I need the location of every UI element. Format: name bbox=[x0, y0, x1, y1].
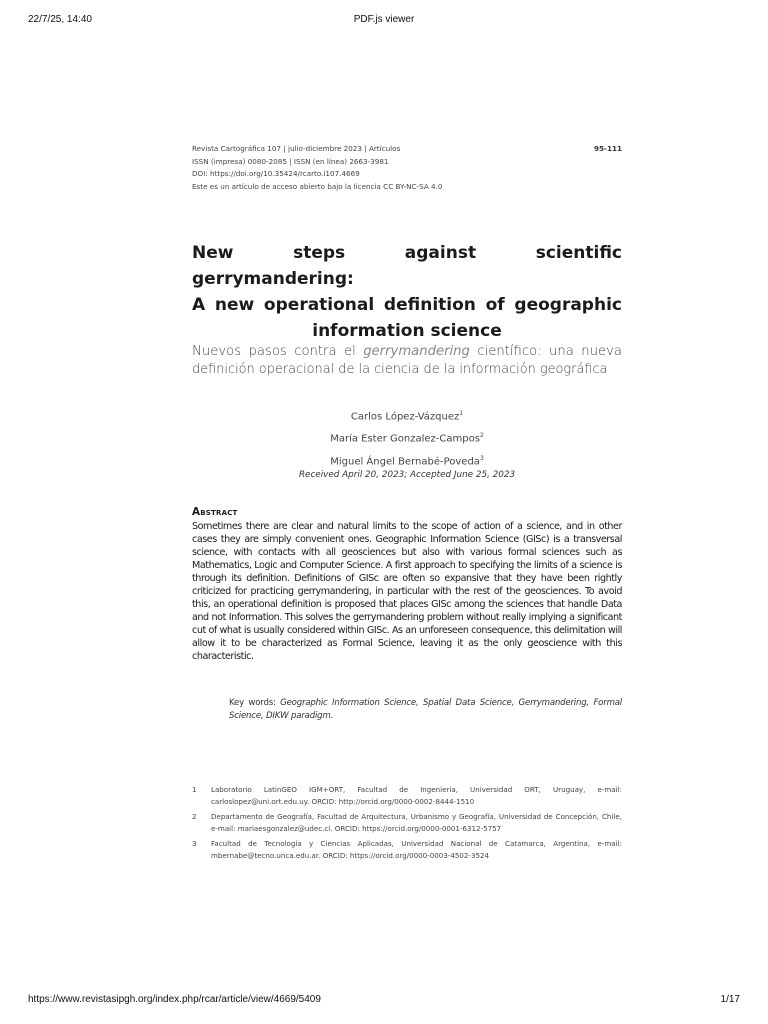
title-line-1: New steps against scientific gerrymandering: bbox=[192, 243, 622, 289]
license-line: Este es un artículo de acceso abierto bajo la licencia CC BY-NC-SA 4.0 bbox=[192, 181, 443, 191]
issn-line: ISSN (impresa) 0080-2085 | ISSN (en línea) 2663-3981 bbox=[192, 156, 389, 166]
author bbox=[192, 426, 622, 448]
footnote-text: Laboratorio LatinGEO IGM+ORT, Facultad de Ingeniería, Universidad ORT, Uruguay, e-mail: carloslopez@uni.ort.edu.uy. ORCID: http://orcid.org/0000-0002-8444-1510 bbox=[211, 785, 622, 806]
author-name: Carlos López-Vázquez bbox=[350, 411, 460, 423]
footnote-number: 1 bbox=[192, 785, 197, 794]
title-line-3: information science bbox=[312, 321, 502, 341]
print-url: https://www.revistasipgh.org/index.php/rcar/article/view/4669/5409 bbox=[28, 994, 321, 1005]
author-name: María Ester Gonzalez-Campos bbox=[330, 433, 480, 445]
subtitle-part-1: Nuevos pasos contra el bbox=[192, 344, 364, 359]
keywords-label: Key words: bbox=[229, 698, 281, 708]
author-affiliation-mark: 3 bbox=[479, 454, 484, 462]
print-page-title: PDF.js viewer bbox=[353, 14, 415, 25]
author-affiliation-mark: 1 bbox=[459, 410, 464, 417]
abstract-text: Sometimes there are clear and natural limits to the scope of action of a science, and in other cases they are simply convenient ones. Geographic Information Science (GISc) is a transversal science, with contacts with all geosciences but also with various formal sciences such as Mathematics, Logic and Computer Science. A first approach to specifying the limits of a science is through its definition. Definitions of GISc are often so expansive that they have been rightly criticized for practicing gerrymandering, in particular with the rest of the geosciences. To avoid this, an operational definition is proposed that places GISc among the sciences that handle Data and not Information. This solves the gerrymandering problem without really implying a significant cut of what is usually considered within GISc. As an unforeseen consequence, this delimitation will allow it to be characterized as Formal Science, leaving it as the only geoscience with this characteristic. bbox=[192, 521, 622, 662]
author bbox=[192, 404, 622, 426]
journal-issue-line: Revista Cartográfica 107 | julio-diciembre 2023 | Artículos bbox=[192, 144, 401, 153]
subtitle-emphasis: gerrymandering bbox=[363, 344, 470, 359]
received-dates: Received April 20, 2023; Accepted June 25, 2023 bbox=[298, 470, 516, 480]
title-line-2: A new operational definition of geographic bbox=[192, 295, 622, 315]
footnote-text: Facultad de Tecnología y Ciencias Aplicadas, Universidad Nacional de Catamarca, Argentina, e-mail: mbernabe@tecno.unca.edu.ar. ORCID: https://orcid.org/0000-0003-4502-3524 bbox=[211, 839, 622, 860]
footnotes bbox=[192, 784, 622, 865]
subtitle-line-1 bbox=[192, 343, 622, 361]
footnote-number: 3 bbox=[192, 839, 197, 848]
article-title bbox=[192, 240, 622, 344]
abstract-heading: Abstract bbox=[192, 506, 238, 518]
author bbox=[192, 449, 622, 471]
article-subtitle bbox=[192, 343, 622, 379]
footnote bbox=[192, 811, 622, 834]
keywords-terms: Geographic Information Science, Spatial Data Science, Gerrymandering, Formal Science, DIKW paradigm. bbox=[229, 698, 622, 721]
footnote bbox=[192, 838, 622, 861]
author-name: Miguel Ángel Bernabé-Poveda bbox=[330, 455, 480, 467]
subtitle-line-2: definición operacional de la ciencia de la información geográfica bbox=[192, 362, 608, 377]
print-datetime: 22/7/25, 14:40 bbox=[28, 14, 92, 25]
author-affiliation-mark: 2 bbox=[479, 432, 484, 440]
author-list bbox=[192, 404, 622, 471]
footnote bbox=[192, 784, 622, 807]
subtitle-part-2: científico: una nueva bbox=[469, 344, 622, 359]
doi-line[interactable]: DOI: https://doi.org/10.35424/rcarto.i107.4669 bbox=[192, 169, 360, 178]
keywords bbox=[229, 697, 622, 722]
page-range: 95-111 bbox=[594, 144, 622, 153]
footnote-text: Departamento de Geografía, Facultad de Arquitectura, Urbanismo y Geografía, Universidad de Concepción, Chile, e-mail: mariaesgonzalez@udec.cl. ORCID: https://orcid.org/0000-0001-6312-5757 bbox=[211, 812, 622, 833]
print-page-indicator: 1/17 bbox=[720, 994, 740, 1005]
journal-meta bbox=[192, 143, 622, 193]
print-footer bbox=[0, 994, 768, 1014]
footnote-number: 2 bbox=[192, 812, 197, 821]
